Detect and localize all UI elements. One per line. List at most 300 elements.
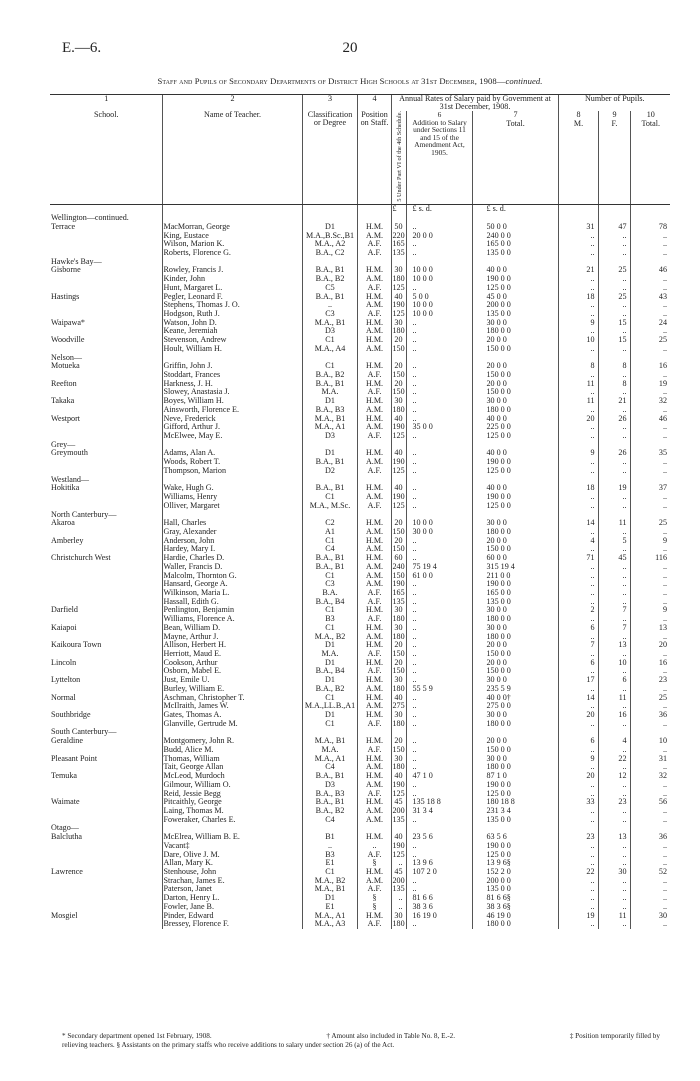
footnote-temporary: ‡ Position temporarily filled by [569, 1032, 660, 1040]
salary-total: 125 0 0 [472, 790, 558, 799]
teacher-name: Burley, William E. [162, 685, 302, 694]
pupils-male: 10 [558, 336, 598, 345]
pupils-total: .. [630, 920, 670, 929]
classification: B.A., C2 [302, 249, 357, 258]
pupils-male: 33 [558, 798, 598, 807]
pupils-female: 26 [598, 449, 630, 458]
salary-total: 87 1 0 [472, 772, 558, 781]
pupils-female: .. [598, 589, 630, 598]
pupils-female: .. [598, 816, 630, 825]
footnote-assistants: § Assistants on the primary staffs who receive additions to salary under section 26 (a) of the Act. [116, 1041, 395, 1049]
table-row [50, 650, 670, 659]
table-row [50, 598, 670, 607]
classification: C4 [302, 763, 357, 772]
pupils-female: .. [598, 232, 630, 241]
school-name: Pleasant Point [51, 754, 98, 763]
pupils-female: 12 [598, 772, 630, 781]
salary-addition: .. [406, 885, 472, 894]
district-row [50, 476, 670, 485]
pupils-male [558, 824, 598, 833]
pupils-total: 36 [630, 711, 670, 720]
salary-total: 240 0 0 [472, 232, 558, 241]
salary-part-vi: 45 [391, 798, 406, 807]
salary-addition: .. [406, 624, 472, 633]
pupils-male: .. [558, 667, 598, 676]
classification [302, 511, 357, 520]
classification: B.A., B2 [302, 685, 357, 694]
pupils-female: 15 [598, 336, 630, 345]
school-name [50, 589, 162, 598]
teacher-name: Williams, Henry [162, 493, 302, 502]
table-row [50, 310, 670, 319]
salary-part-vi: 30 [391, 755, 406, 764]
pupils-total: .. [630, 284, 670, 293]
pupils-total: .. [630, 310, 670, 319]
school-name: Gisborne [51, 266, 81, 275]
classification: D1 [302, 449, 357, 458]
table-row [50, 537, 670, 546]
position: A.M. [357, 877, 391, 886]
pupils-female [598, 824, 630, 833]
school-name: Wellington—continued. [51, 213, 129, 223]
school-name: Woodville [51, 336, 85, 345]
pupils-total: 116 [630, 554, 670, 563]
school-name [50, 702, 162, 711]
position: A.M. [357, 702, 391, 711]
position: A.M. [357, 345, 391, 354]
salary-part-vi: 275 [392, 702, 405, 711]
salary-addition: .. [406, 388, 472, 397]
pupils-total: .. [630, 572, 670, 581]
table-row [50, 362, 670, 371]
pupils-female: 19 [598, 484, 630, 493]
pupils-female: 26 [598, 415, 630, 424]
col5-number: 5 [395, 198, 403, 202]
pupils-total: .. [630, 877, 670, 886]
salary-total: 135 0 0 [472, 249, 558, 258]
salary-part-vi: 40 [391, 694, 406, 703]
table-row [50, 493, 670, 502]
pupils-male: .. [558, 249, 598, 258]
salary-total: 30 0 0 [472, 319, 558, 328]
position: H.M. [357, 694, 391, 703]
table-row [50, 746, 670, 755]
pupils-male: .. [558, 327, 598, 336]
table-row [50, 284, 670, 293]
pupils-total: 52 [630, 868, 670, 877]
salary-total: 152 2 0 [472, 868, 558, 877]
salary-part-vi: 125 [392, 432, 405, 441]
classification [302, 441, 357, 450]
pupils-male: .. [558, 920, 598, 929]
teacher-name: Wake, Hugh G. [162, 484, 302, 493]
salary-total: 150 0 0 [472, 746, 558, 755]
teacher-name: Mayne, Arthur J. [162, 633, 302, 642]
salary-total: 190 0 0 [472, 781, 558, 790]
pupils-total: 10 [630, 737, 670, 746]
teacher-header: Name of Teacher. [162, 111, 302, 205]
position [357, 441, 391, 450]
teacher-name: Gates, Thomas A. [162, 711, 302, 720]
salary-total: 180 0 0 [472, 633, 558, 642]
salary-addition: .. [406, 240, 472, 249]
salary-part-vi: 40 [391, 293, 406, 302]
pupils-female: 11 [598, 912, 630, 921]
salary-part-vi: 135 [392, 815, 405, 824]
salary-addition: 107 2 0 [406, 868, 472, 877]
classification: E1 [302, 903, 357, 912]
table-row [50, 641, 670, 650]
salary-part-vi: 60 [391, 554, 406, 563]
classification: D1 [302, 397, 357, 406]
pupils-female: 25 [598, 293, 630, 302]
pupils-total: .. [630, 563, 670, 572]
pupils-total: 30 [630, 912, 670, 921]
teacher-name: Gilmour, William O. [162, 781, 302, 790]
salary-part-vi: .. [391, 859, 406, 868]
salary-addition: .. [406, 816, 472, 825]
pupils-female: .. [598, 920, 630, 929]
salary-total: 20 0 0 [472, 659, 558, 668]
salary-part-vi: 150 [392, 745, 405, 754]
pupils-male: .. [558, 842, 598, 851]
salary-total: 135 0 0 [472, 310, 558, 319]
position: A.M. [357, 301, 391, 310]
position: H.M. [357, 833, 391, 842]
pupils-male: 6 [558, 659, 598, 668]
position: A.F. [357, 615, 391, 624]
pupils-male: .. [558, 240, 598, 249]
salary-addition: .. [406, 702, 472, 711]
classification: C1 [302, 694, 357, 703]
pupils-male: 9 [558, 755, 598, 764]
position: A.F. [357, 388, 391, 397]
teacher-name: Cookson, Arthur [162, 659, 302, 668]
pupils-total: 13 [630, 624, 670, 633]
teacher-name: Boyes, William H. [162, 397, 302, 406]
position: H.M. [357, 415, 391, 424]
salary-addition: .. [406, 537, 472, 546]
total-label: Total. [506, 118, 525, 128]
salary-part-vi: 180 [392, 327, 405, 336]
position: A.M. [357, 572, 391, 581]
salary-part-vi: 190 [392, 493, 405, 502]
school-name: Christchurch West [51, 554, 111, 563]
position: A.F. [357, 249, 391, 258]
teacher-name: Laing, Thomas M. [162, 807, 302, 816]
col-number: 1 [50, 95, 162, 112]
table-row [50, 223, 670, 232]
school-name [50, 545, 162, 554]
position: H.M. [357, 737, 391, 746]
column-label-row [50, 111, 670, 205]
salary-total [472, 441, 558, 450]
teacher-name: McLeod, Murdoch [162, 772, 302, 781]
school-name [50, 894, 162, 903]
salary-part-vi: 40 [391, 449, 406, 458]
salary-part-vi: 180 [392, 275, 405, 284]
salary-part-vi: .. [391, 903, 406, 912]
salary-total: 165 0 0 [472, 589, 558, 598]
classification: D1 [302, 894, 357, 903]
salary-addition: .. [406, 720, 472, 729]
table-row [50, 885, 670, 894]
school-name [50, 301, 162, 310]
pupils-total: .. [630, 458, 670, 467]
pupils-male: .. [558, 458, 598, 467]
salary-part-vi: 20 [391, 537, 406, 546]
table-row [50, 232, 670, 241]
classification: D1 [302, 711, 357, 720]
classification: M.A., A3 [302, 920, 357, 929]
salary-addition: .. [406, 223, 472, 232]
position: A.F. [357, 598, 391, 607]
position: A.M. [357, 528, 391, 537]
table-row [50, 563, 670, 572]
pupils-female: .. [598, 388, 630, 397]
salary-part-vi: 135 [392, 597, 405, 606]
salary-addition [406, 728, 472, 737]
salary-addition: .. [406, 493, 472, 502]
pupils-male: 9 [558, 449, 598, 458]
salary-total: 38 3 6§ [472, 903, 558, 912]
pupils-total: .. [630, 746, 670, 755]
salary-addition: 13 9 6 [406, 859, 472, 868]
teacher-name: Herriott, Maud E. [162, 650, 302, 659]
teacher-name [162, 476, 302, 485]
pupils-female: 13 [598, 641, 630, 650]
pupils-female: .. [598, 572, 630, 581]
pupils-total: 36 [630, 833, 670, 842]
position: § [357, 903, 391, 912]
female-header [598, 111, 630, 205]
classification: D1 [302, 641, 357, 650]
salary-part-vi: 20 [391, 336, 406, 345]
teacher-name: Pitcaithly, George [162, 798, 302, 807]
part-vi-header [391, 111, 406, 205]
salary-part-vi [391, 824, 406, 833]
table-row [50, 903, 670, 912]
position: A.M. [357, 685, 391, 694]
salary-part-vi [391, 728, 406, 737]
pupils-female: .. [598, 580, 630, 589]
salary-total: 211 0 0 [472, 572, 558, 581]
salary-total: 125 0 0 [472, 432, 558, 441]
table-row [50, 702, 670, 711]
pupils-total: 16 [630, 362, 670, 371]
salary-part-vi: 125 [392, 283, 405, 292]
classification: C1 [302, 606, 357, 615]
teacher-name: Aschman, Christopher T. [162, 694, 302, 703]
position: .. [357, 842, 391, 851]
pupils-female: 10 [598, 659, 630, 668]
salary-part-vi: 200 [392, 876, 405, 885]
salary-addition: 10 0 0 [406, 301, 472, 310]
salary-total: 20 0 0 [472, 641, 558, 650]
teacher-name: Montgomery, John R. [162, 737, 302, 746]
classification: C1 [302, 537, 357, 546]
salary-total: 190 0 0 [472, 493, 558, 502]
pupils-female: .. [598, 702, 630, 711]
table-row [50, 240, 670, 249]
pupils-total [630, 214, 670, 223]
table-row [50, 685, 670, 694]
table-row [50, 920, 670, 929]
position: A.M. [357, 275, 391, 284]
salary-addition: 10 0 0 [406, 310, 472, 319]
school-name: Nelson— [51, 352, 83, 362]
teacher-name: Anderson, John [162, 537, 302, 546]
salary-part-vi: 40 [391, 415, 406, 424]
pupils-total: .. [630, 859, 670, 868]
salary-total: 225 0 0 [472, 423, 558, 432]
teacher-name: Tait, George Allan [162, 763, 302, 772]
position: A.F. [357, 240, 391, 249]
salary-total: 40 0 0 [472, 484, 558, 493]
classification: M.A., B1 [302, 415, 357, 424]
teacher-name: Dare, Olive J. M. [162, 851, 302, 860]
salary-part-vi: 150 [392, 371, 405, 379]
salary-addition: .. [406, 415, 472, 424]
teacher-name: Gray, Alexander [162, 528, 302, 537]
col7-number: 7 [513, 111, 518, 119]
position: A.F. [357, 667, 391, 676]
salary-addition: .. [406, 641, 472, 650]
position: H.M. [357, 624, 391, 633]
salary-addition [406, 354, 472, 363]
salary-addition: 10 0 0 [406, 275, 472, 284]
teacher-name: Keane, Jeremiah [162, 327, 302, 336]
teacher-name: Paterson, Janet [162, 885, 302, 894]
position: H.M. [357, 519, 391, 528]
pupils-female: 7 [598, 606, 630, 615]
position: H.M. [357, 554, 391, 563]
table-row [50, 449, 670, 458]
table-row [50, 415, 670, 424]
pupils-total: .. [630, 388, 670, 397]
classification: B.A., B1 [302, 293, 357, 302]
pupils-male: .. [558, 885, 598, 894]
pupils-total: .. [630, 327, 670, 336]
pupils-total: .. [630, 371, 670, 380]
pupils-total-label: Total. [641, 118, 661, 128]
salary-part-vi: 180 [392, 615, 405, 624]
salary-part-vi [391, 511, 406, 520]
pupils-female [598, 354, 630, 363]
table-row [50, 667, 670, 676]
salary-part-vi: 165 [392, 588, 405, 597]
pupils-female: .. [598, 563, 630, 572]
pupils-male: 21 [558, 266, 598, 275]
footnote-secondary: * Secondary department opened 1st February, 1908. [62, 1032, 212, 1040]
pupils-male: 11 [558, 397, 598, 406]
salary-addition [406, 511, 472, 520]
pupils-total: .. [630, 345, 670, 354]
pupils-male: 6 [558, 737, 598, 746]
table-row [50, 266, 670, 275]
pupils-male: 6 [558, 624, 598, 633]
pupils-total: 19 [630, 380, 670, 389]
position: A.M. [357, 232, 391, 241]
table-row [50, 589, 670, 598]
pupils-male: .. [558, 232, 598, 241]
pupils-female [598, 511, 630, 520]
pupils-female: 8 [598, 362, 630, 371]
salary-total: 180 0 0 [472, 720, 558, 729]
pupils-total: .. [630, 615, 670, 624]
salary-addition: 31 3 4 [406, 807, 472, 816]
pupils-female: .. [598, 650, 630, 659]
school-name: Temuka [51, 772, 77, 781]
school-name [50, 598, 162, 607]
pupils-female: .. [598, 249, 630, 258]
position: H.M. [357, 336, 391, 345]
salary-total: 125 0 0 [472, 284, 558, 293]
position: A.F. [357, 467, 391, 476]
table-body [50, 205, 670, 929]
school-name [50, 371, 162, 380]
col-number: 4 [357, 95, 391, 112]
pupils-male [558, 214, 598, 223]
table-row [50, 458, 670, 467]
salary-addition: .. [406, 633, 472, 642]
salary-addition: .. [406, 327, 472, 336]
salary-addition: .. [406, 711, 472, 720]
school-name [50, 885, 162, 894]
salary-total [472, 824, 558, 833]
position: A.M. [357, 633, 391, 642]
salary-total: 315 19 4 [472, 563, 558, 572]
salary-part-vi [391, 441, 406, 450]
pupils-male: .. [558, 859, 598, 868]
salary-addition: .. [406, 284, 472, 293]
pupils-male: .. [558, 685, 598, 694]
pupils-total: 16 [630, 659, 670, 668]
salary-addition: .. [406, 589, 472, 598]
table-row [50, 336, 670, 345]
salary-total: 190 0 0 [472, 580, 558, 589]
salary-addition: .. [406, 781, 472, 790]
pupils-female: .. [598, 685, 630, 694]
school-name: Darfield [51, 606, 78, 615]
pupils-female: .. [598, 720, 630, 729]
table-row [50, 781, 670, 790]
pupils-female: 6 [598, 676, 630, 685]
salary-part-vi: 20 [391, 362, 406, 371]
pupils-male: .. [558, 545, 598, 554]
classification: C2 [302, 519, 357, 528]
pupils-female: .. [598, 633, 630, 642]
teacher-name: McElrea, William B. E. [162, 833, 302, 842]
pupils-total: .. [630, 232, 670, 241]
teacher-name: Malcolm, Thornton G. [162, 572, 302, 581]
school-name: Lyttelton [51, 676, 81, 685]
teacher-name: Osborn, Mabel E. [162, 667, 302, 676]
position: H.M. [357, 380, 391, 389]
district-row [50, 214, 670, 223]
pupils-female: 45 [598, 554, 630, 563]
salary-addition: .. [406, 449, 472, 458]
position: A.F. [357, 589, 391, 598]
school-name: Southbridge [51, 711, 91, 720]
pupils-total: 32 [630, 397, 670, 406]
school-name: Reefton [51, 379, 77, 388]
salary-part-vi: 40 [391, 772, 406, 781]
table-row [50, 554, 670, 563]
salary-total: 40 0 0 [472, 449, 558, 458]
pupils-total: .. [630, 851, 670, 860]
school-name [50, 781, 162, 790]
